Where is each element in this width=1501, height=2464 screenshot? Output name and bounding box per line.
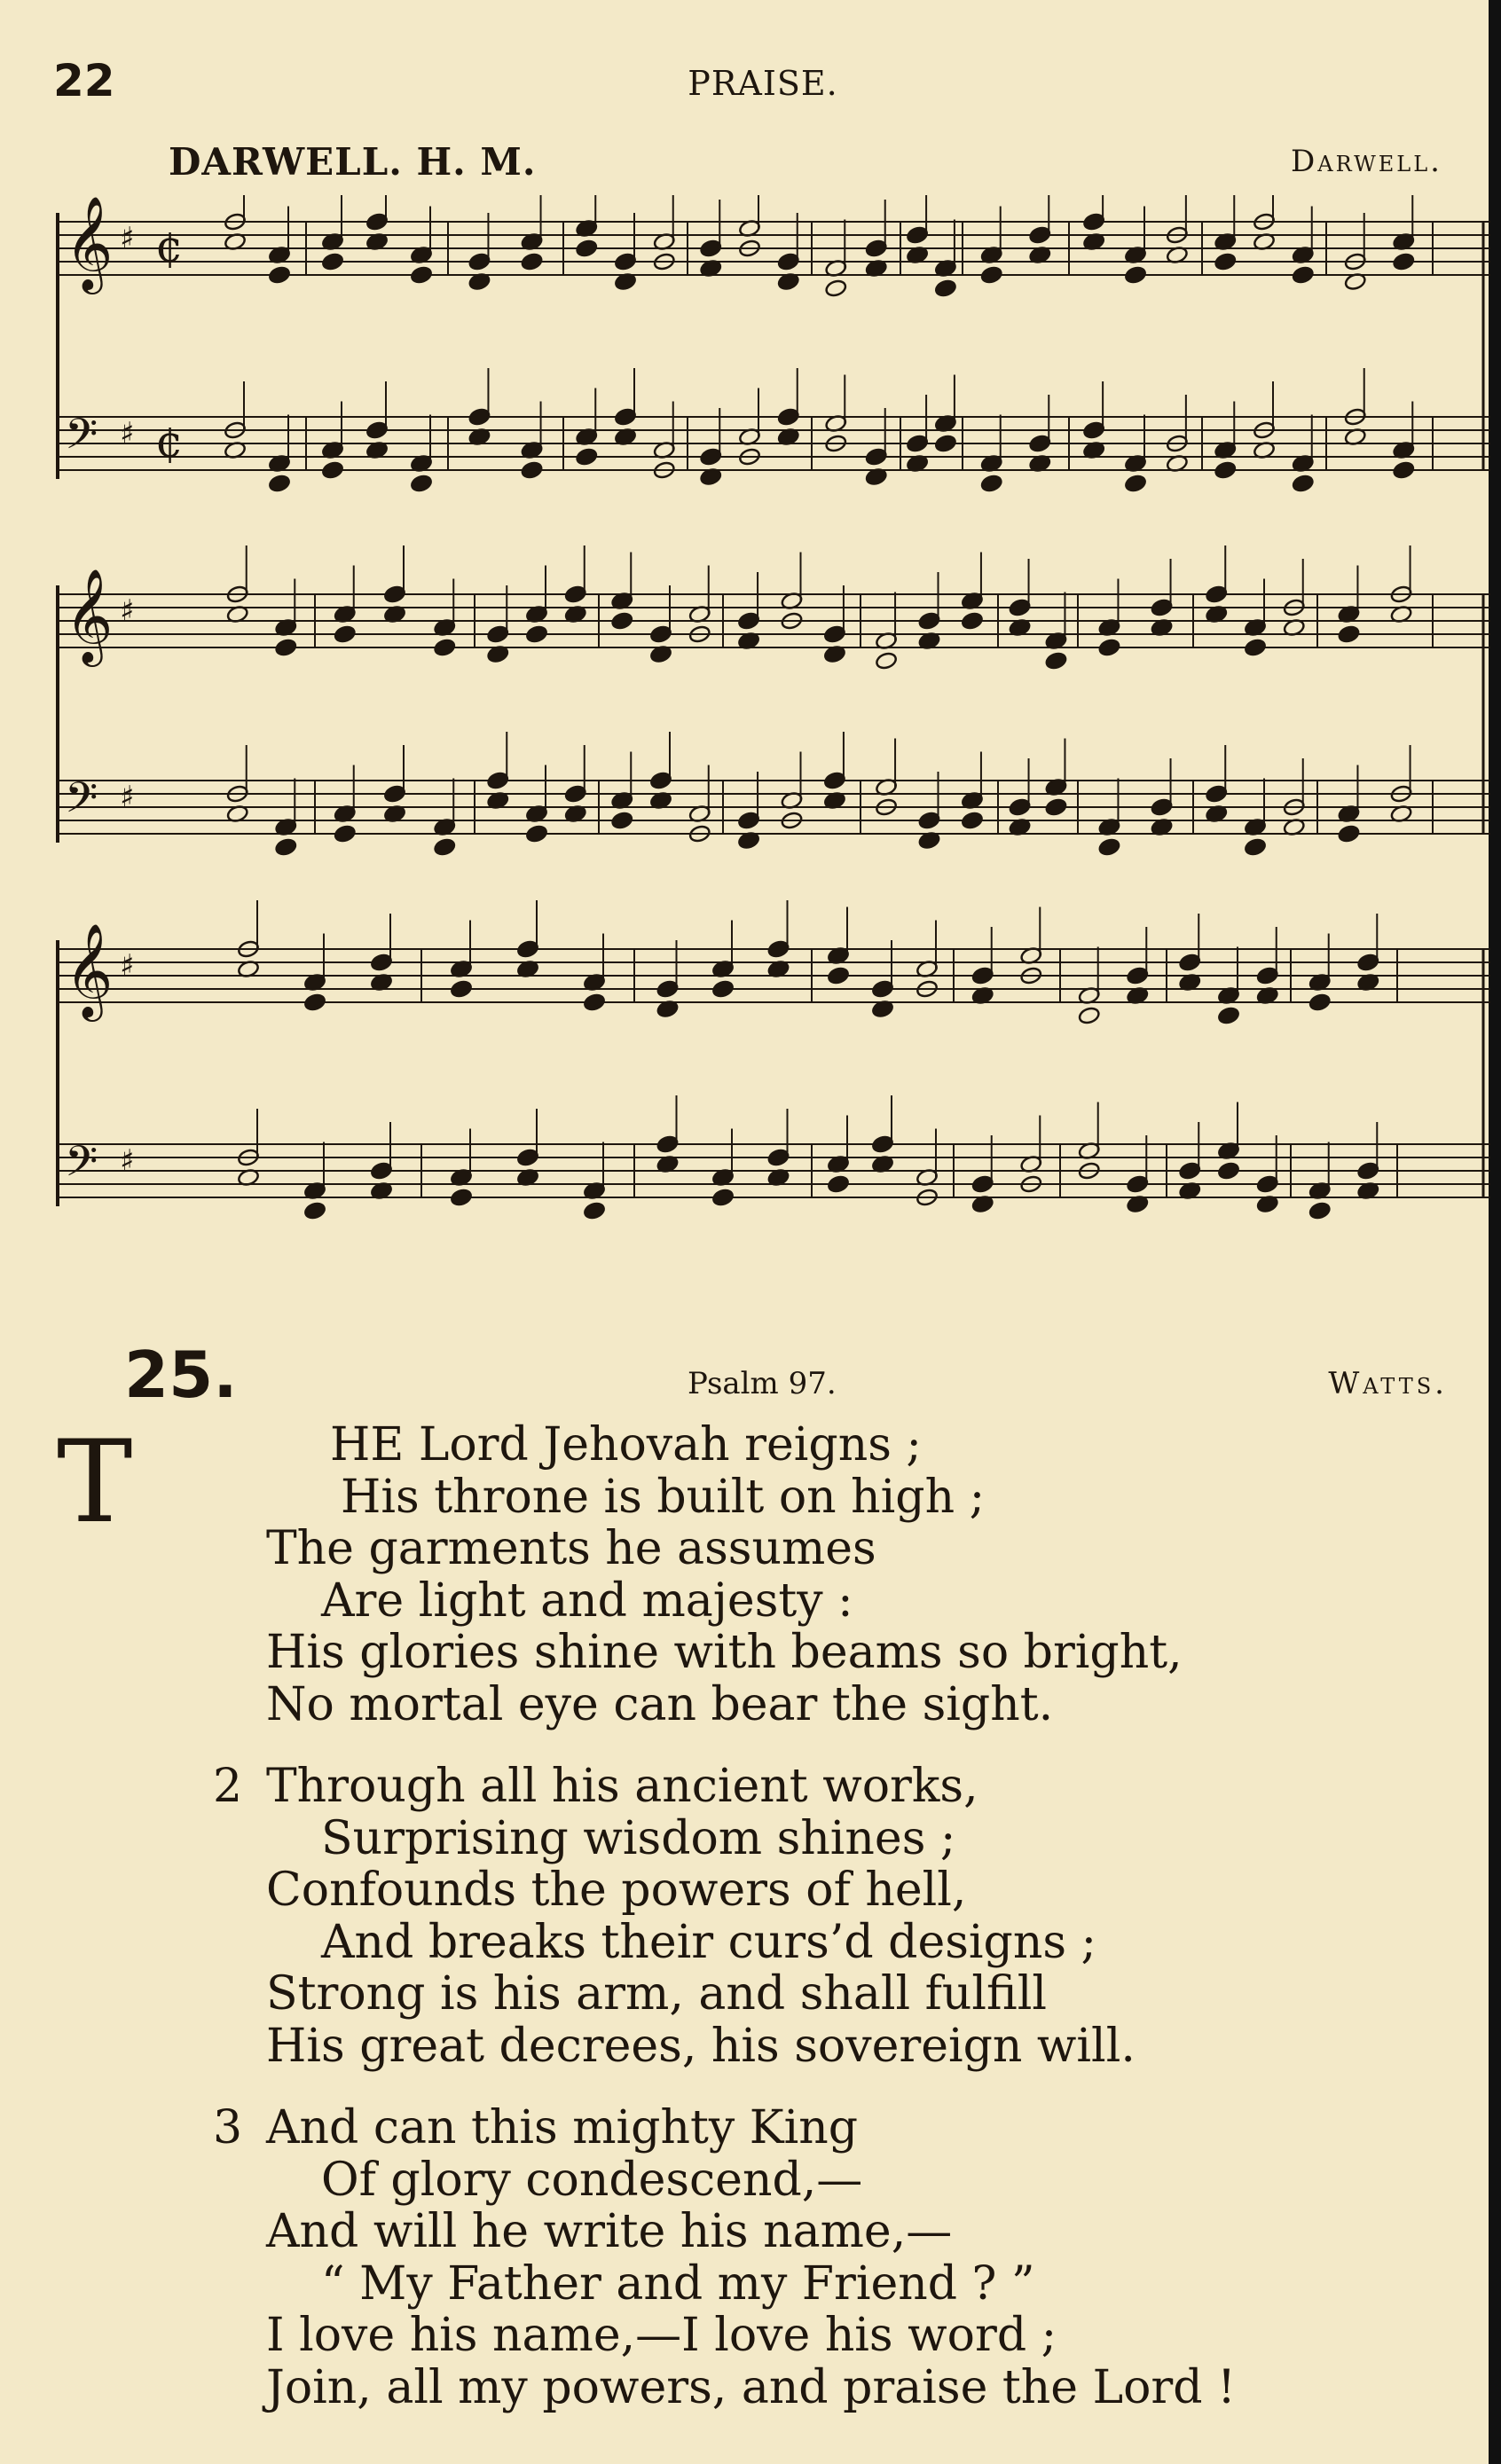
note-head [268,265,291,285]
note-head [583,1201,606,1220]
note-head [934,434,957,453]
tune-composer: Darwell. [1290,144,1442,179]
verse-line: Are light and majesty : [321,1573,853,1628]
note-head [1098,837,1121,857]
note-head [827,1174,850,1194]
note-head [980,265,1003,285]
verse-number: 2 [213,1760,243,1813]
note-head [824,279,847,298]
note-head [303,1201,326,1220]
verse-1 [266,1419,1437,1730]
verse-line: And will he write his name,— [266,2205,953,2258]
note-head [268,474,291,493]
note-head [1217,1161,1240,1181]
bass-clef-icon: 𝄢 [65,773,98,833]
note-head [303,993,326,1012]
note-head [1308,1201,1332,1220]
key-signature-icon: ♯ [120,416,135,451]
page-edge [1489,0,1501,2464]
note-head [1045,797,1068,817]
key-signature-icon: ♯ [120,780,135,815]
hymn-text [213,1418,1437,2444]
verse-line: His glories shine with beams so bright, [266,1626,1183,1679]
note-head [274,638,297,657]
verse-line: Through all his ancient works, [266,1760,978,1813]
tune-name: DARWELL. H. M. [169,140,537,184]
hymn-source: Psalm 97. [688,1366,837,1401]
note-head [1338,824,1361,844]
note-head [334,824,357,844]
bass-clef-icon: 𝄢 [65,409,98,469]
note-head [450,979,473,999]
verse-line: His great decrees, his sovereign will. [266,2019,1136,2073]
drop-cap: T [57,1416,133,1549]
note-head [1124,265,1147,285]
music-score [49,195,1490,1304]
note-head [525,824,548,844]
note-head [410,265,433,285]
verse-line: “ My Father and my Friend ? ” [321,2256,1035,2311]
note-head [711,979,735,999]
note-head [610,611,633,631]
note-head [1045,651,1068,671]
note-head [321,252,344,271]
note-head [1292,474,1315,493]
bass-clef-icon: 𝄢 [65,1136,98,1197]
key-signature-icon: ♯ [120,593,135,629]
hymn-number: 25. [124,1338,238,1412]
time-signature-icon: ¢ [155,221,184,272]
note-head [321,460,344,480]
verse-line: And breaks their curs’d designs ; [321,1915,1097,1969]
verse-line: And can this mighty King [266,2101,859,2154]
note-head [433,837,456,857]
note-head [961,811,984,830]
treble-clef-icon: 𝄞 [65,195,114,290]
verse-line: His throne is built on high ; [341,1470,986,1524]
note-head [334,624,357,644]
verse-line: The garments he assumes [266,1522,876,1575]
note-head [410,474,433,493]
note-head [1214,460,1237,480]
verse-line: Strong is his arm, and shall fulfill [266,1967,1047,2021]
verse-line: Surprising wisdom shines ; [321,1811,956,1865]
note-head [875,651,898,671]
verse-number: 3 [213,2101,243,2154]
key-signature-icon: ♯ [120,1143,135,1179]
note-head [980,474,1003,493]
verse-line: Confounds the powers of hell, [266,1864,967,1917]
note-head [575,447,598,467]
verse-line: Join, all my powers, and praise the Lord ! [266,2360,1236,2414]
note-head [1124,474,1147,493]
note-head [575,239,598,258]
note-head [961,611,984,631]
note-head [711,1188,735,1207]
note-head [1244,837,1267,857]
treble-clef-icon: 𝄞 [65,568,114,663]
time-signature-icon: ¢ [155,416,184,467]
note-head [1244,638,1267,657]
verse-3 [213,2101,1437,2414]
note-head [1338,624,1361,644]
note-head [1308,993,1332,1012]
verse-line: I love his name,—I love his word ; [266,2309,1057,2362]
verse-2 [213,1760,1437,2073]
verse-line: Of glory condescend,— [321,2153,863,2207]
note-head [934,279,957,298]
key-signature-icon: ♯ [120,948,135,984]
note-head [433,638,456,657]
running-head: PRAISE. [688,64,838,103]
note-head [1214,252,1237,271]
page-number: 22 [53,55,115,106]
note-head [827,966,850,985]
verse-line: HE Lord Jehovah reigns ; [330,1418,922,1471]
note-head [1292,265,1315,285]
verse-line: No mortal eye can bear the sight. [266,1677,1054,1731]
note-head [521,252,544,271]
treble-clef-icon: 𝄞 [65,922,114,1017]
note-head [521,460,544,480]
note-head [1392,460,1415,480]
page-header [53,55,1455,108]
note-head [1098,638,1121,657]
note-head [274,837,297,857]
note-head [450,1188,473,1207]
note-head [1392,252,1415,271]
note-head [583,993,606,1012]
note-head [610,811,633,830]
note-head [1078,1006,1101,1025]
note-head [1217,1006,1240,1025]
hymn-author: Watts. [1328,1366,1448,1401]
note-head [525,624,548,644]
key-signature-icon: ♯ [120,221,135,256]
